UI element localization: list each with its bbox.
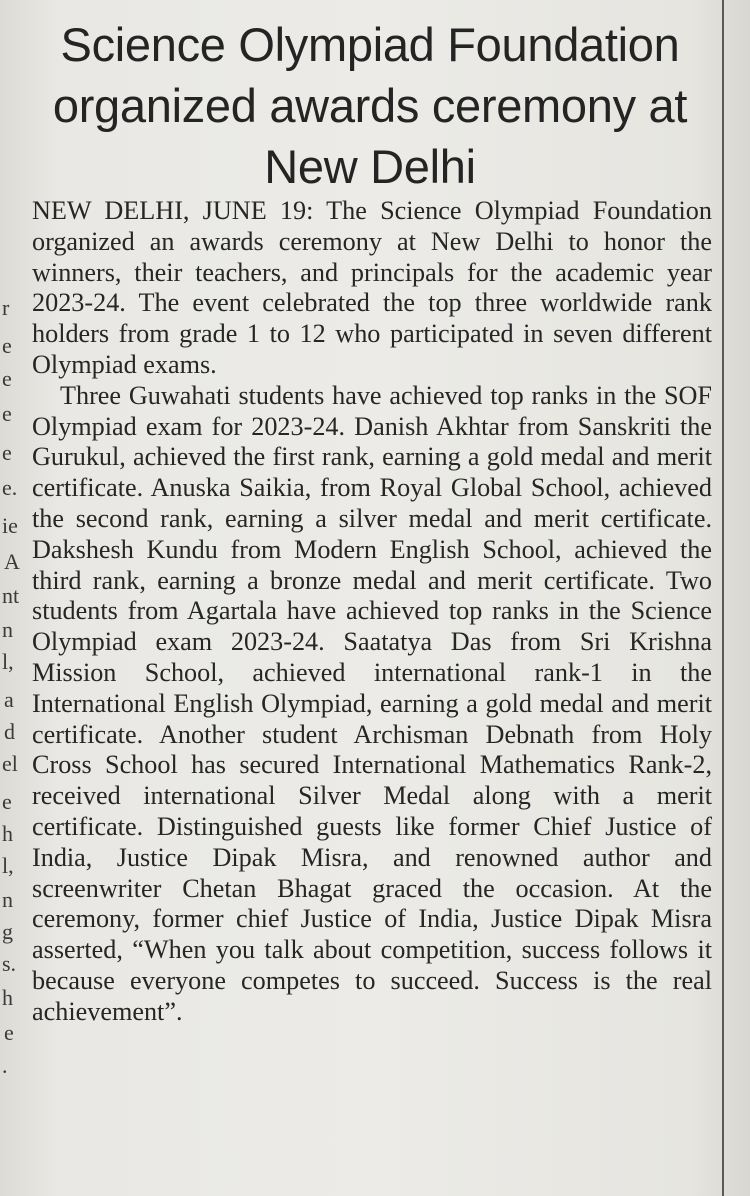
left-fragment: e — [2, 401, 12, 426]
cut-off-next-headline — [40, 1178, 700, 1196]
left-fragment: e — [2, 440, 12, 465]
left-fragment: g — [2, 919, 13, 944]
cut-off-right-text — [728, 4, 750, 64]
left-fragment: s. — [2, 951, 17, 976]
left-fragment: e — [2, 333, 12, 358]
left-fragment: e — [2, 789, 12, 814]
left-fragment: d — [4, 719, 15, 744]
left-fragment: l, — [2, 853, 14, 878]
left-fragment: n — [2, 617, 13, 642]
left-fragment: ie — [2, 513, 18, 538]
left-fragment: r — [2, 295, 10, 320]
left-fragment: n — [2, 887, 13, 912]
article-body — [32, 196, 712, 1028]
left-fragment: nt — [2, 583, 20, 608]
left-fragment: A — [4, 549, 20, 574]
left-fragment: l, — [2, 649, 14, 674]
article-paragraph: Three Guwahati students have achieved top ranks in the SOF Olympiad exam for 2023-24. Danish Akhtar from Sanskriti the Gurukul, achieved the first rank, earning a gold medal and merit certificate. Anuska Saikia, from Royal Global School, achieved the second rank, earning a silver medal and merit certificate. Dakshesh Kundu from Modern English School, achieved the third rank, earning a bronze medal and merit certificate. Two students from Agartala have achieved top ranks in the Science Olympiad exam 2023-24. Saatatya Das from Sri Krishna Mission School, achieved international rank-1 in the International English Olympiad, earning a gold medal and merit certificate. Another student Archisman Debnath from Holy Cross School has secured International Mathematics Rank-2, received international Silver Medal along with a merit certificate. Distinguished guests like former Chief Justice of India, Justice Dipak Misra, and renowned author and screenwriter Chetan Bhagat graced the occasion. At the ceremony, former chief Justice of India, Justice Dipak Misra asserted, “When you talk about competition, success follows it because everyone competes to succeed. Success is the real achievement”. — [32, 380, 712, 1026]
article-paragraph-lead: NEW DELHI, JUNE 19: The Science Olympiad Foundation organized an awards ceremony at New Delhi to honor the winners, their teachers, and principals for the academic year 2023-24. The event celebrated the top three worldwide rank holders from grade 1 to 12 who participated in seven different Olympiad exams. — [32, 196, 712, 379]
left-fragment: e — [4, 1020, 14, 1045]
left-fragment: . — [2, 1053, 8, 1078]
left-fragment: a — [4, 687, 14, 712]
left-fragment: h — [2, 985, 13, 1010]
column-rule — [722, 0, 724, 1196]
left-fragment: e. — [2, 475, 18, 500]
left-fragment: h — [2, 821, 13, 846]
left-fragment: e — [2, 366, 12, 391]
left-fragment: el — [2, 751, 18, 776]
article-headline: Science Olympiad Foundation organized awards ceremony at New Delhi — [52, 18, 688, 193]
